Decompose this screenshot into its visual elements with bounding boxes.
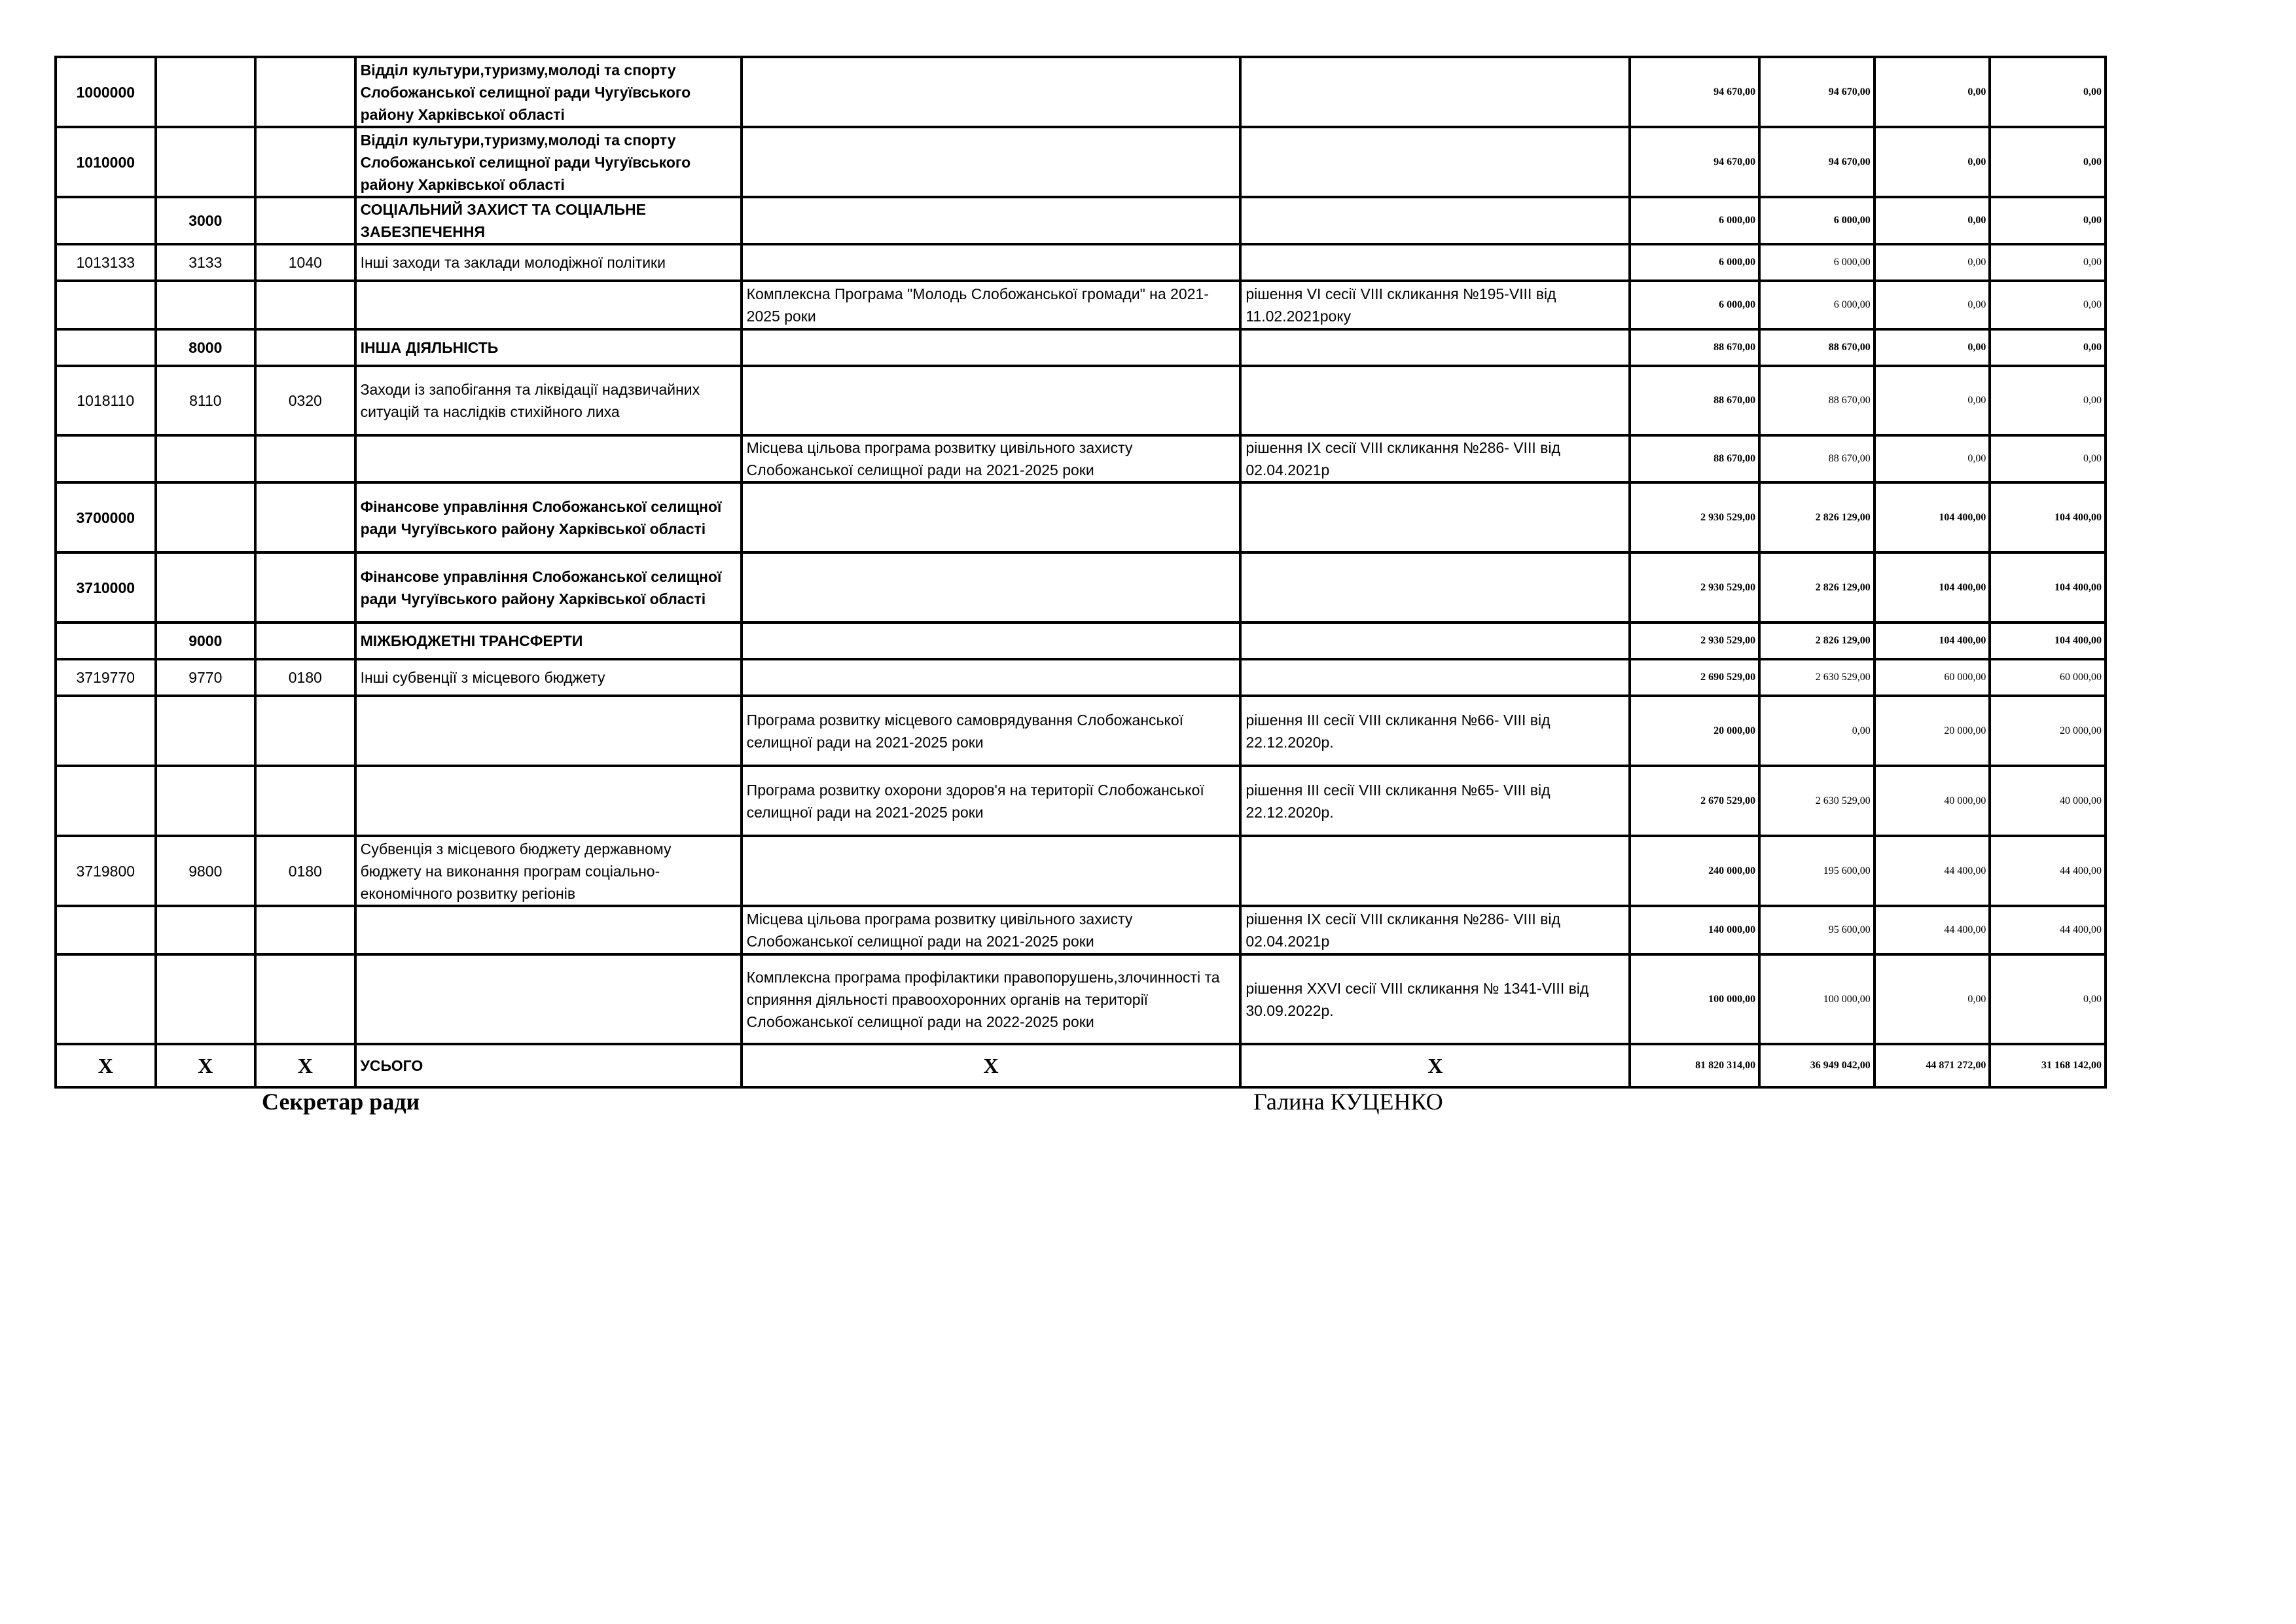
program-code-cell: 1018110 <box>56 366 156 435</box>
program-code-cell <box>56 197 156 244</box>
total-sum-cell: 81 820 314,00 <box>1630 1044 1759 1087</box>
general-fund-cell: 6 000,00 <box>1759 244 1874 281</box>
program-code-cell: 3700000 <box>56 482 156 552</box>
development-budget-cell: 0,00 <box>1990 57 2106 127</box>
name-cell <box>355 906 742 954</box>
total-x-cell: Х <box>742 1044 1241 1087</box>
total-x-cell: Х <box>156 1044 256 1087</box>
table-row <box>56 435 2106 482</box>
name-cell: МІЖБЮДЖЕТНІ ТРАНСФЕРТИ <box>355 623 742 659</box>
development-budget-cell: 0,00 <box>1990 127 2106 197</box>
general-fund-cell: 88 670,00 <box>1759 329 1874 366</box>
tpkvkmb-code-cell <box>156 766 256 836</box>
tpkvkmb-code-cell <box>156 954 256 1044</box>
program-name-cell <box>742 659 1241 696</box>
program-name-cell <box>742 836 1241 906</box>
name-cell <box>355 766 742 836</box>
decision-cell <box>1240 836 1630 906</box>
decision-cell: рішення ІХ сесії VIII скликання №286- VIII від 02.04.2021р <box>1240 435 1630 482</box>
development-budget-cell: 104 400,00 <box>1990 623 2106 659</box>
decision-cell <box>1240 659 1630 696</box>
decision-cell <box>1240 329 1630 366</box>
special-fund-cell: 0,00 <box>1874 57 1990 127</box>
program-name-cell <box>742 244 1241 281</box>
name-cell: Фінансове управління Слобожанської селищної ради Чугуївського району Харківської області <box>355 482 742 552</box>
tpkvkmb-code-cell: 3133 <box>156 244 256 281</box>
total-amount-cell: 2 930 529,00 <box>1630 552 1759 623</box>
development-budget-cell: 0,00 <box>1990 954 2106 1044</box>
development-budget-cell: 104 400,00 <box>1990 482 2106 552</box>
total-amount-cell: 88 670,00 <box>1630 366 1759 435</box>
name-cell: Інші субвенції з місцевого бюджету <box>355 659 742 696</box>
tpkvkmb-code-cell <box>156 696 256 766</box>
secretary-title: Секретар ради <box>262 1089 420 1115</box>
special-fund-cell: 0,00 <box>1874 435 1990 482</box>
tpkvkmb-code-cell <box>156 281 256 329</box>
development-budget-cell: 0,00 <box>1990 366 2106 435</box>
total-amount-cell: 94 670,00 <box>1630 127 1759 197</box>
table-row <box>56 836 2106 906</box>
program-code-cell <box>56 954 156 1044</box>
fkvkb-code-cell <box>255 329 355 366</box>
program-code-cell <box>56 696 156 766</box>
table-row <box>56 696 2106 766</box>
name-cell: СОЦІАЛЬНИЙ ЗАХИСТ ТА СОЦІАЛЬНЕ ЗАБЕЗПЕЧЕННЯ <box>355 197 742 244</box>
general-fund-cell: 2 630 529,00 <box>1759 766 1874 836</box>
total-amount-cell: 6 000,00 <box>1630 281 1759 329</box>
total-row <box>56 1044 2106 1087</box>
program-name-cell: Комплексна Програма "Молодь Слобожанської громади" на 2021-2025 роки <box>742 281 1241 329</box>
name-cell: Інші заходи та заклади молодіжної політики <box>355 244 742 281</box>
fkvkb-code-cell: 0320 <box>255 366 355 435</box>
total-amount-cell: 2 690 529,00 <box>1630 659 1759 696</box>
decision-cell: рішення ІІІ сесії VIII скликання №66- VIII від 22.12.2020р. <box>1240 696 1630 766</box>
name-cell: Субвенція з місцевого бюджету державному бюджету на виконання програм соціально-економічного розвитку регіонів <box>355 836 742 906</box>
program-code-cell <box>56 906 156 954</box>
tpkvkmb-code-cell <box>156 906 256 954</box>
decision-cell: рішення ІІІ сесії VIII скликання №65- VIII від 22.12.2020р. <box>1240 766 1630 836</box>
general-fund-cell: 6 000,00 <box>1759 281 1874 329</box>
program-code-cell: 3719800 <box>56 836 156 906</box>
program-code-cell <box>56 623 156 659</box>
program-name-cell <box>742 329 1241 366</box>
program-name-cell: Програма розвитку охорони здоров'я на території Слобожанської селищної ради на 2021-2025 роки <box>742 766 1241 836</box>
general-fund-cell: 94 670,00 <box>1759 127 1874 197</box>
name-cell <box>355 281 742 329</box>
program-name-cell <box>742 127 1241 197</box>
table-row <box>56 329 2106 366</box>
special-fund-cell: 104 400,00 <box>1874 482 1990 552</box>
total-amount-cell: 6 000,00 <box>1630 197 1759 244</box>
total-amount-cell: 6 000,00 <box>1630 244 1759 281</box>
general-fund-cell: 100 000,00 <box>1759 954 1874 1044</box>
tpkvkmb-code-cell: 9800 <box>156 836 256 906</box>
table-row <box>56 552 2106 623</box>
program-name-cell <box>742 623 1241 659</box>
general-fund-cell: 2 826 129,00 <box>1759 482 1874 552</box>
development-budget-cell: 104 400,00 <box>1990 552 2106 623</box>
decision-cell <box>1240 57 1630 127</box>
general-fund-cell: 2 826 129,00 <box>1759 552 1874 623</box>
fkvkb-code-cell <box>255 435 355 482</box>
general-fund-cell: 2 630 529,00 <box>1759 659 1874 696</box>
name-cell <box>355 696 742 766</box>
special-fund-cell: 0,00 <box>1874 329 1990 366</box>
decision-cell <box>1240 552 1630 623</box>
total-amount-cell: 2 670 529,00 <box>1630 766 1759 836</box>
program-code-cell: 1000000 <box>56 57 156 127</box>
program-code-cell <box>56 435 156 482</box>
general-fund-cell: 0,00 <box>1759 696 1874 766</box>
decision-cell: рішення XXVI сесії VIII скликання № 1341-VIII від 30.09.2022р. <box>1240 954 1630 1044</box>
table-row <box>56 954 2106 1044</box>
program-code-cell: 3710000 <box>56 552 156 623</box>
program-code-cell: 1013133 <box>56 244 156 281</box>
program-code-cell: 3719770 <box>56 659 156 696</box>
total-general-fund-cell: 36 949 042,00 <box>1759 1044 1874 1087</box>
tpkvkmb-code-cell <box>156 57 256 127</box>
name-cell: ІНША ДІЯЛЬНІСТЬ <box>355 329 742 366</box>
program-code-cell <box>56 766 156 836</box>
development-budget-cell: 40 000,00 <box>1990 766 2106 836</box>
name-cell <box>355 954 742 1044</box>
table-row <box>56 127 2106 197</box>
special-fund-cell: 0,00 <box>1874 281 1990 329</box>
general-fund-cell: 88 670,00 <box>1759 366 1874 435</box>
table-row <box>56 623 2106 659</box>
development-budget-cell: 20 000,00 <box>1990 696 2106 766</box>
development-budget-cell: 0,00 <box>1990 281 2106 329</box>
tpkvkmb-code-cell: 8000 <box>156 329 256 366</box>
special-fund-cell: 44 400,00 <box>1874 906 1990 954</box>
total-amount-cell: 140 000,00 <box>1630 906 1759 954</box>
program-name-cell: Програма розвитку місцевого самоврядування Слобожанської селищної ради на 2021-2025 роки <box>742 696 1241 766</box>
total-x-cell: Х <box>56 1044 156 1087</box>
program-name-cell <box>742 366 1241 435</box>
table-row <box>56 281 2106 329</box>
fkvkb-code-cell: 1040 <box>255 244 355 281</box>
decision-cell <box>1240 482 1630 552</box>
decision-cell: рішення ІХ сесії VIII скликання №286- VIII від 02.04.2021р <box>1240 906 1630 954</box>
table-row <box>56 366 2106 435</box>
total-amount-cell: 2 930 529,00 <box>1630 482 1759 552</box>
development-budget-cell: 0,00 <box>1990 329 2106 366</box>
total-development-budget-cell: 31 168 142,00 <box>1990 1044 2106 1087</box>
total-amount-cell: 100 000,00 <box>1630 954 1759 1044</box>
fkvkb-code-cell <box>255 696 355 766</box>
total-amount-cell: 94 670,00 <box>1630 57 1759 127</box>
development-budget-cell: 44 400,00 <box>1990 906 2106 954</box>
fkvkb-code-cell <box>255 57 355 127</box>
program-code-cell <box>56 281 156 329</box>
total-label-cell: УСЬОГО <box>355 1044 742 1087</box>
tpkvkmb-code-cell: 9000 <box>156 623 256 659</box>
decision-cell: рішення VI сесії VIII скликання №195-VIII від 11.02.2021року <box>1240 281 1630 329</box>
program-name-cell: Комплексна програма профілактики правопорушень,злочинності та сприяння діяльності правоохоронних органів на території Слобожанської селищної ради на 2022-2025 роки <box>742 954 1241 1044</box>
special-fund-cell: 0,00 <box>1874 127 1990 197</box>
special-fund-cell: 0,00 <box>1874 366 1990 435</box>
special-fund-cell: 0,00 <box>1874 244 1990 281</box>
general-fund-cell: 2 826 129,00 <box>1759 623 1874 659</box>
general-fund-cell: 95 600,00 <box>1759 906 1874 954</box>
special-fund-cell: 0,00 <box>1874 954 1990 1044</box>
program-name-cell <box>742 197 1241 244</box>
total-amount-cell: 88 670,00 <box>1630 435 1759 482</box>
table-row <box>56 659 2106 696</box>
fkvkb-code-cell <box>255 623 355 659</box>
name-cell <box>355 435 742 482</box>
program-code-cell: 1010000 <box>56 127 156 197</box>
budget-table <box>54 56 2107 1089</box>
special-fund-cell: 44 400,00 <box>1874 836 1990 906</box>
table-row <box>56 766 2106 836</box>
fkvkb-code-cell <box>255 482 355 552</box>
program-name-cell: Місцева цільова програма розвитку цивільного захисту Слобожанської селищної ради на 2021-2025 роки <box>742 435 1241 482</box>
program-code-cell <box>56 329 156 366</box>
special-fund-cell: 40 000,00 <box>1874 766 1990 836</box>
fkvkb-code-cell: 0180 <box>255 659 355 696</box>
decision-cell <box>1240 127 1630 197</box>
fkvkb-code-cell <box>255 197 355 244</box>
decision-cell <box>1240 623 1630 659</box>
table-row <box>56 906 2106 954</box>
special-fund-cell: 104 400,00 <box>1874 623 1990 659</box>
total-special-fund-cell: 44 871 272,00 <box>1874 1044 1990 1087</box>
table-row <box>56 197 2106 244</box>
decision-cell <box>1240 244 1630 281</box>
tpkvkmb-code-cell <box>156 435 256 482</box>
total-amount-cell: 20 000,00 <box>1630 696 1759 766</box>
fkvkb-code-cell <box>255 766 355 836</box>
general-fund-cell: 195 600,00 <box>1759 836 1874 906</box>
name-cell: Відділ культури,туризму,молоді та спорту Слобожанської селищної ради Чугуївського району Харківської області <box>355 127 742 197</box>
tpkvkmb-code-cell: 9770 <box>156 659 256 696</box>
development-budget-cell: 60 000,00 <box>1990 659 2106 696</box>
name-cell: Заходи із запобігання та ліквідації надзвичайних ситуацій та наслідків стихійного лиха <box>355 366 742 435</box>
total-x-cell: Х <box>255 1044 355 1087</box>
special-fund-cell: 0,00 <box>1874 197 1990 244</box>
fkvkb-code-cell <box>255 954 355 1044</box>
name-cell: Відділ культури,туризму,молоді та спорту Слобожанської селищної ради Чугуївського району Харківської області <box>355 57 742 127</box>
table-row <box>56 482 2106 552</box>
total-amount-cell: 88 670,00 <box>1630 329 1759 366</box>
general-fund-cell: 94 670,00 <box>1759 57 1874 127</box>
development-budget-cell: 0,00 <box>1990 244 2106 281</box>
fkvkb-code-cell <box>255 127 355 197</box>
table-row <box>56 244 2106 281</box>
tpkvkmb-code-cell <box>156 127 256 197</box>
program-name-cell <box>742 552 1241 623</box>
tpkvkmb-code-cell: 3000 <box>156 197 256 244</box>
special-fund-cell: 60 000,00 <box>1874 659 1990 696</box>
total-amount-cell: 240 000,00 <box>1630 836 1759 906</box>
fkvkb-code-cell: 0180 <box>255 836 355 906</box>
fkvkb-code-cell <box>255 281 355 329</box>
decision-cell <box>1240 366 1630 435</box>
tpkvkmb-code-cell: 8110 <box>156 366 256 435</box>
development-budget-cell: 44 400,00 <box>1990 836 2106 906</box>
total-x-cell: Х <box>1240 1044 1630 1087</box>
signer-name: Галина КУЦЕНКО <box>1253 1089 1443 1115</box>
fkvkb-code-cell <box>255 552 355 623</box>
special-fund-cell: 104 400,00 <box>1874 552 1990 623</box>
fkvkb-code-cell <box>255 906 355 954</box>
special-fund-cell: 20 000,00 <box>1874 696 1990 766</box>
table-row <box>56 57 2106 127</box>
program-name-cell: Місцева цільова програма розвитку цивільного захисту Слобожанської селищної ради на 2021-2025 роки <box>742 906 1241 954</box>
program-name-cell <box>742 57 1241 127</box>
name-cell: Фінансове управління Слобожанської селищної ради Чугуївського району Харківської області <box>355 552 742 623</box>
tpkvkmb-code-cell <box>156 552 256 623</box>
program-name-cell <box>742 482 1241 552</box>
development-budget-cell: 0,00 <box>1990 435 2106 482</box>
decision-cell <box>1240 197 1630 244</box>
general-fund-cell: 88 670,00 <box>1759 435 1874 482</box>
tpkvkmb-code-cell <box>156 482 256 552</box>
development-budget-cell: 0,00 <box>1990 197 2106 244</box>
general-fund-cell: 6 000,00 <box>1759 197 1874 244</box>
total-amount-cell: 2 930 529,00 <box>1630 623 1759 659</box>
